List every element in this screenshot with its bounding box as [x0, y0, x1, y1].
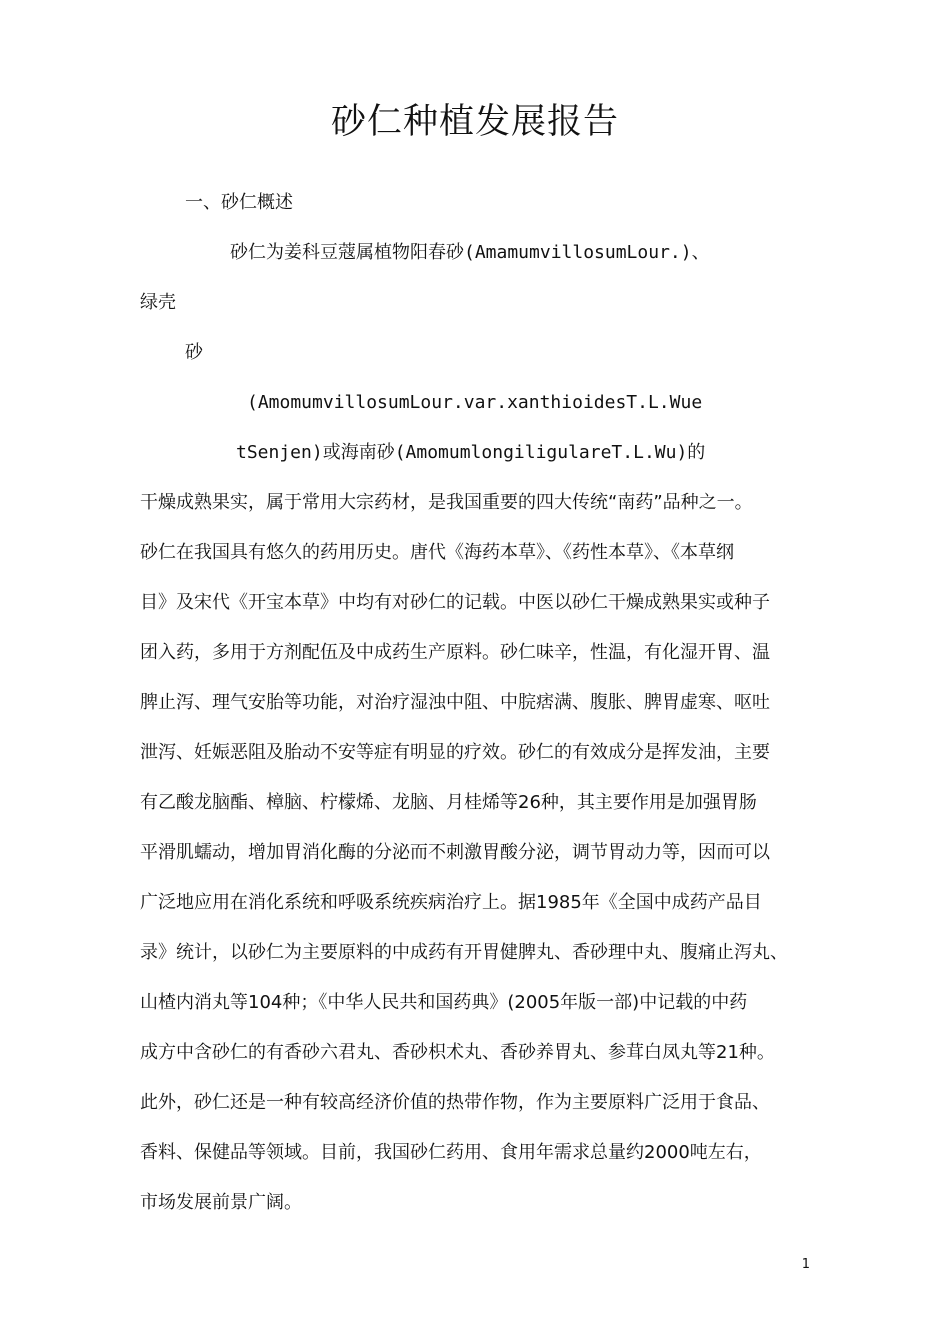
body-line-14: 香料、保健品等领域。目前，我国砂仁药用、食用年需求总量约2000吨左右，	[140, 1142, 762, 1163]
body-line-2: 砂仁在我国具有悠久的药用历史。唐代《海药本草》、《药性本草》、《本草纲	[140, 542, 734, 563]
body-line-10: 录》统计，以砂仁为主要原料的中成药有开胃健脾丸、香砂理中丸、腹痛止泻丸、	[140, 942, 788, 963]
page-number: 1	[801, 1257, 810, 1272]
intro-line-3: 砂	[185, 342, 203, 363]
body-line-4: 团入药，多用于方剂配伍及中成药生产原料。砂仁味辛，性温，有化湿开胃、温	[140, 642, 770, 663]
intro-line-4: (AmomumvillosumLour.var.xanthioidesT.L.Wue	[247, 392, 703, 413]
body-line-5: 脾止泻、理气安胎等功能，对治疗湿浊中阻、中脘痞满、腹胀、脾胃虚寒、呕吐	[140, 692, 770, 713]
body-line-7: 有乙酸龙脑酯、樟脑、柠檬烯、龙脑、月桂烯等26种，其主要作用是加强胃肠	[140, 792, 757, 813]
body-line-9: 广泛地应用在消化系统和呼吸系统疾病治疗上。据1985年《全国中成药产品目	[140, 892, 762, 913]
body-line-12: 成方中含砂仁的有香砂六君丸、香砂枳术丸、香砂养胃丸、参茸白凤丸等21种。	[140, 1042, 775, 1063]
body-line-8: 平滑肌蠕动，增加胃消化酶的分泌而不刺激胃酸分泌，调节胃动力等，因而可以	[140, 842, 770, 863]
document-title: 砂仁种植发展报告	[330, 102, 619, 142]
body-line-13: 此外，砂仁还是一种有较高经济价值的热带作物，作为主要原料广泛用于食品、	[140, 1092, 770, 1113]
intro-line-1: 砂仁为姜科豆蔻属植物阳春砂(AmamumvillosumLour.)、	[230, 242, 710, 263]
body-line-1: 干燥成熟果实，属于常用大宗药材，是我国重要的四大传统“南药”品种之一。	[140, 492, 753, 513]
intro-line-5: tSenjen)或海南砂(AmomumlongiligulareT.L.Wu)的	[236, 442, 706, 463]
body-line-15: 市场发展前景广阔。	[140, 1192, 302, 1213]
body-line-11: 山楂内消丸等104种；《中华人民共和国药典》(2005年版一部)中记载的中药	[140, 992, 748, 1013]
intro-line-2: 绿壳	[140, 292, 176, 313]
body-line-3: 目》及宋代《开宝本草》中均有对砂仁的记载。中医以砂仁干燥成熟果实或种子	[140, 592, 770, 613]
body-line-6: 泄泻、妊娠恶阻及胎动不安等症有明显的疗效。砂仁的有效成分是挥发油，主要	[140, 742, 770, 763]
section-heading: 一、砂仁概述	[185, 192, 293, 213]
